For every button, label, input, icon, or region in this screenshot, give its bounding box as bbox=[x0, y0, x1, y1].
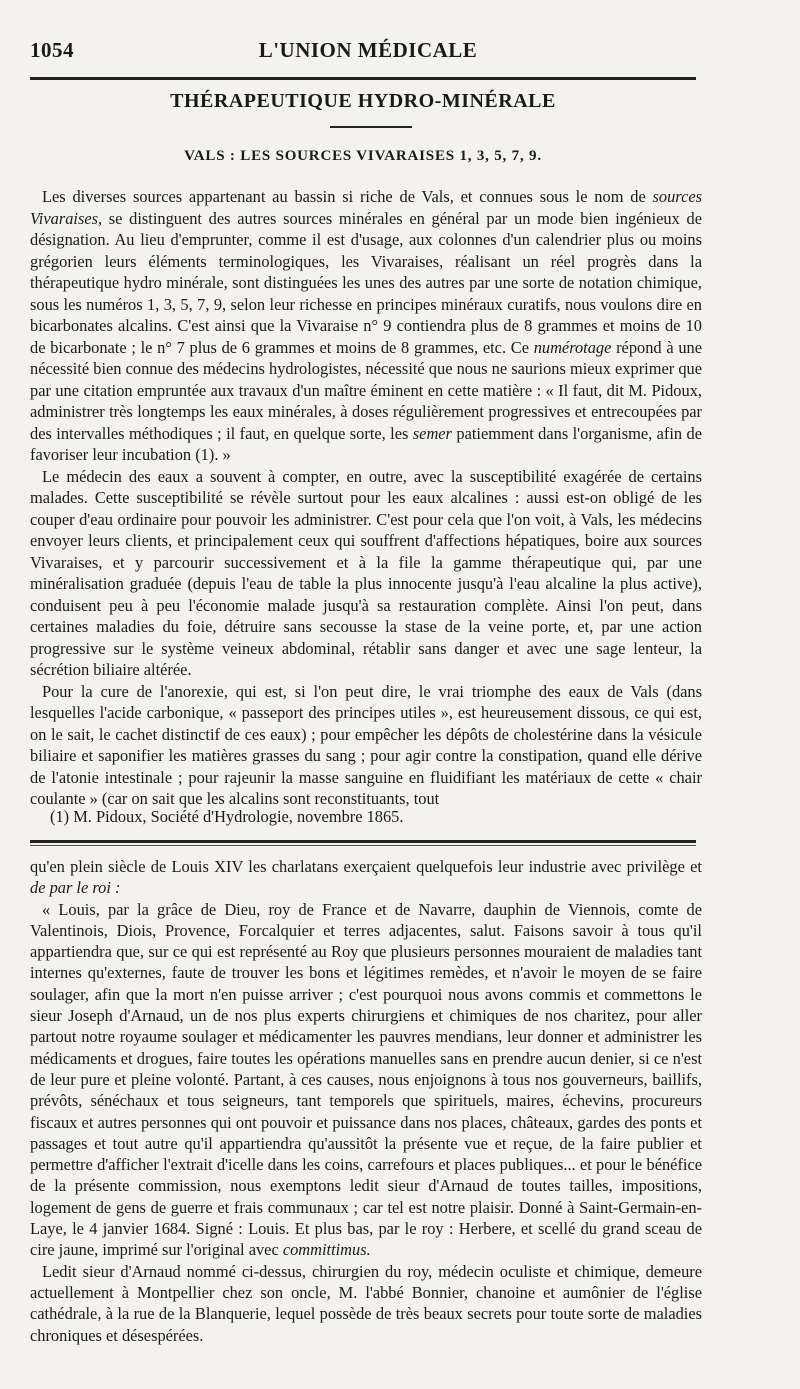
p1-italic-1: sources Vivaraises bbox=[30, 187, 702, 228]
footnote: (1) M. Pidoux, Société d'Hydrologie, novembre 1865. bbox=[50, 807, 404, 826]
p1-italic-2: numérotage bbox=[533, 337, 612, 357]
paragraph-3: Pour la cure de l'anorexie, qui est, si l'on peut dire, le vrai triomphe des eaux de Vals (dans lesquelles l'acide carbonique, « passeport des principes utiles », est heureusement dissous, ce qui est, on le sait, le cachet distinctif de ces eaux) ; pour empêcher les dépôts de cholestérine dans la vésicule biliaire et saponifier les matières grasses du sang ; pour agir contre la constipation, quand elle dérive de l'atonie intestinale ; pour rajeunir la masse sanguine en fluidifiant les matériaux de cette « chair coulante » (car on sait que les alcalins sont reconstituants, tout bbox=[30, 681, 702, 808]
decree-text: « Louis, par la grâce de Dieu, roy de France et de Navarre, dauphin de Viennois, comte de Valentinois, Diois, Provence, Forcalquier et terres adjacentes, salut. Faisons savoir à tous qu'il appartiendra que, sur ce qui est représenté au Roy que plusieurs personnes mouraient de maladies tant internes qu'externes, faute de trouver les bons et légitimes remèdes, et n'avoir le moyen de se faire soulager, afin que la mort n'en puisse arriver ; c'est pourquoi nous avons commis et commettons le sieur Joseph d'Arnaud, un de nos plus experts chirurgiens et chimiques de nos charitez, pour aller partout notre royaume soulager et médicamenter les pauvres mendians, leur donner et administrer les médicaments et drogues, faire toutes les opérations manuelles sans en prendre aucun denier, si ce n'est de leur pure et pleine volonté. Partant, à ces causes, nous enjoignons à tous nos gouverneurs, baillifs, prévôts, sénéchaux et tous seigneurs, tant temporels que spirituels, maires, échevins, procureurs fiscaux et autres personnes qui ont pouvoir et puissance dans nos places, châteaux, gardes des ponts et passages et tout autre qu'il appartiendra qu'aussitôt la présente vue et reçue, de la faire publier et permettre d'afficher l'extrait d'icelle dans les coins, carrefours et places publiques... et pour le bénéfice de la présente commission, nous exemptons ledit sieur d'Arnaud de toutes tailles, impositions, logement de gens de guerre et frais communaux ; car tel est notre plaisir. Donné à Saint-Germain-en-Laye, le 4 janvier 1684. Signé : Louis. Et plus bas, par le roy : Herbere, et scellé du grand sceau de cire jaune, imprimé sur l'original avec bbox=[30, 899, 702, 1260]
c1-text: qu'en plein siècle de Louis XIV les charlatans exerçaient quelquefois leur industrie avec privilège et bbox=[30, 857, 702, 876]
continuation-paragraph-3: Ledit sieur d'Arnaud nommé ci-dessus, chirurgien du roy, médecin oculiste et chimique, demeure actuellement à Montpellier chez son oncle, M. l'abbé Bonnier, chanoine et aumônier de l'église cathédrale, à la rue de la Blanquerie, lequel possède de très beaux secrets pour toute sorte de maladies chroniques et désespérées. bbox=[30, 1261, 702, 1345]
feuilleton-body bbox=[30, 856, 702, 1346]
title-rule bbox=[330, 126, 412, 128]
p1-text-c: répond à une nécessité bien connue des médecins hydrologistes, nécessité que nous ne saurions mieux exprimer que par une citation empruntée aux travaux d'un maître éminent en cette matière : « Il faut, dit M. Pidoux, administrer très longtemps les eaux minérales, à doses régulièrement progressives et entrecoupées par des intervalles méthodiques ; il faut, en quelque sorte, les bbox=[30, 337, 702, 443]
p1-text-a: Les diverses sources appartenant au bassin si riche de Vals, et connues sous le nom de bbox=[42, 187, 653, 206]
column-separator-rule bbox=[30, 840, 696, 843]
p1-italic-3: semer bbox=[412, 423, 452, 443]
decree-italic: committimus. bbox=[282, 1240, 371, 1260]
running-head bbox=[30, 38, 706, 68]
section-title: THÉRAPEUTIQUE HYDRO-MINÉRALE bbox=[170, 90, 556, 112]
paragraph-1 bbox=[30, 186, 702, 466]
c1-italic: de par le roi : bbox=[30, 878, 121, 898]
page-number: 1054 bbox=[30, 38, 74, 62]
p1-text-b: , se distinguent des autres sources minérales en général par un mode bien ingénieux de désignation. Au lieu d'emprunter, comme il est d'usage, aux colonnes d'un calendrier plus ou moins grégorien leurs éléments terminologiques, les Vivaraises, réalisant un réel progrès dans la thérapeutique hydro minérale, sont distinguées les unes des autres par une sorte de notation chimique, sous les numéros 1, 3, 5, 7, 9, selon leur richesse en principes minéraux curatifs, nous voulons dire en bicarbonates alcalins. C'est ainsi que la Vivaraise n° 9 contiendra plus de 8 grammes et moins de 10 de bicarbonate ; le n° 7 plus de 6 grammes et moins de 8 grammes, etc. Ce bbox=[30, 208, 702, 357]
royal-decree-quote bbox=[30, 899, 702, 1261]
continuation-paragraph-1 bbox=[30, 856, 702, 899]
column-separator-rule-thin bbox=[30, 845, 696, 846]
article-body bbox=[30, 186, 702, 810]
header-rule bbox=[30, 77, 696, 80]
journal-title: L'UNION MÉDICALE bbox=[258, 38, 478, 62]
article-subtitle: VALS : LES SOURCES VIVARAISES 1, 3, 5, 7, 9. bbox=[184, 148, 542, 164]
paragraph-2: Le médecin des eaux a souvent à compter, en outre, avec la susceptibilité exagérée de certains malades. Cette susceptibilité se révèle surtout pour les eaux alcalines : aussi est-on obligé de les couper d'eau ordinaire pour pouvoir les administrer. C'est pour cela que l'on voit, à Vals, les médecins envoyer leurs clients, et principalement ceux qui souffrent d'affections hépatiques, boire aux sources Vivaraises, et y parcourir successivement et à la file la gamme thérapeutique qui, par une minéralisation graduée (depuis l'eau de table la plus innocente jusqu'à l'eau alcaline la plus active), conduisent peu à peu l'économie malade jusqu'à sa restauration complète. Ainsi l'on peut, dans certaines maladies du foie, détruire sans secousse la stase de la veine porte, et, par une action progressive sur le système veineux abdominal, rétablir sans danger et avec une sage lenteur, la sécrétion biliaire altérée. bbox=[30, 466, 702, 679]
p1-text-d: patiemment dans l'organisme, afin de favoriser leur incubation (1). » bbox=[30, 423, 702, 464]
